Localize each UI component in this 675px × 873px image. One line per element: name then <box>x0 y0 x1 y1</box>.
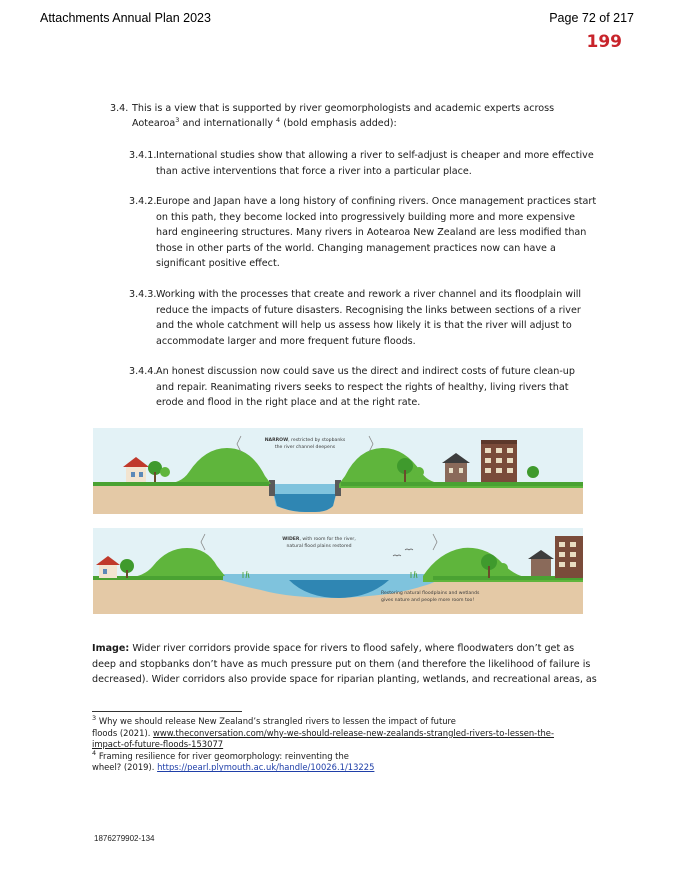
page-number: Page 72 of 217 <box>549 11 634 25</box>
footnote-3-source: floods (2021). <box>92 727 154 738</box>
footnote-4-line1 <box>92 748 592 763</box>
footnote-3-line3 <box>92 739 592 751</box>
footnote-3-link[interactable]: www.theconversation.com/why-we-should-release-new-zealands-strangled-rivers-to-lessen-the- <box>153 727 554 738</box>
footnote-3-mark: 3 <box>92 714 97 723</box>
subsection-line: Europe and Japan have a long history of confining rivers. Once management practices start <box>156 196 597 207</box>
footnote-4-link[interactable]: https://pearl.plymouth.ac.uk/handle/10026.1/13225 <box>157 762 375 773</box>
footnotes <box>92 716 592 774</box>
section-text-line1: This is a view that is supported by river geomorphologists and academic experts across <box>132 103 555 114</box>
footnote-ref-4[interactable]: 4 <box>276 115 281 124</box>
footnote-4-text: Framing resilience for river geomorphology: reinventing the <box>98 750 349 761</box>
caption-line3: decreased). Wider corridors also provide space for riparian planting, wetlands, and recreational areas, as <box>92 674 597 686</box>
subsection-line: An honest discussion now could save us the direct and indirect costs of future clean-up <box>156 366 575 377</box>
footnote-separator <box>92 711 242 712</box>
narrow-label-line2: the river channel deepens <box>274 445 336 450</box>
section-text-aotearoa: Aotearoa <box>132 118 176 129</box>
wider-river-panel <box>93 528 583 614</box>
caption-text-1: Wider river corridors provide space for rivers to flood safely, where floodwaters don’t get as <box>129 643 575 654</box>
footnote-3-line2 <box>92 728 592 740</box>
narrow-label-rest: , restricted by stopbanks <box>288 438 346 443</box>
image-caption <box>92 641 597 688</box>
wider-label-line2: natural flood plains restored <box>286 544 352 549</box>
page-stamp-number: 199 <box>586 32 622 52</box>
subsection-line: significant positive effect. <box>156 258 280 269</box>
subsection-line: reduce the impacts of future disasters. Recognising the links between sections of a river <box>156 304 581 316</box>
section-text-international: and internationally <box>179 118 277 129</box>
wider-label-bold: WIDER <box>282 537 300 542</box>
footnote-4-source: wheel? (2019). <box>92 762 158 773</box>
subsection-line: and repair. Reanimating rivers seeks to respect the rights of healthy, living rivers that <box>156 381 569 393</box>
subsection-line: accommodate larger and more frequent future floods. <box>156 335 416 347</box>
caption-label: Image: <box>92 643 130 654</box>
subsection-number: 3.4.1. <box>129 150 157 161</box>
caption-line2: deep and stopbanks don’t have as much pressure put on them (and therefore the likelihood of failure is <box>92 658 591 670</box>
document-id: 1876279902-134 <box>94 834 155 843</box>
footnote-ref-3[interactable]: 3 <box>175 115 180 124</box>
section-number: 3.4. <box>110 103 129 114</box>
subsection-line: Working with the processes that create and rework a river channel and its floodplain will <box>156 289 582 300</box>
subsection-number: 3.4.2. <box>129 196 157 207</box>
section-text-line2 <box>132 116 397 132</box>
subsection-line: those in other parts of the world. Changing management practices now can have a <box>156 242 556 254</box>
footnote-4-line2 <box>92 762 592 774</box>
wider-label <box>282 536 356 542</box>
document-title: Attachments Annual Plan 2023 <box>40 11 211 25</box>
section-text-emphasis: (bold emphasis added): <box>280 118 397 129</box>
subsection-line: on this path, they become locked into progressively building more and more expensive <box>156 211 576 223</box>
restore-label-line2: gives nature and people more room too! <box>381 598 475 603</box>
subsection-line: than active interventions that force a river into a particular place. <box>156 165 472 177</box>
subsection-line: International studies show that allowing a river to self-adjust is cheaper and more effective <box>156 150 594 161</box>
caption-line1 <box>92 641 584 657</box>
footnote-3-link-cont[interactable]: impact-of-future-floods-153077 <box>92 739 224 750</box>
footnote-4-mark: 4 <box>92 748 97 757</box>
subsection-number: 3.4.4. <box>129 366 157 377</box>
subsection-line: and the whole catchment will help us assess how likely it is that the river will adjust to <box>156 320 572 331</box>
footnote-3-line1 <box>92 716 592 728</box>
narrow-river-panel <box>93 428 583 514</box>
footnote-3-text: Why we should release New Zealand’s strangled rivers to lessen the impact of future <box>98 716 456 726</box>
narrow-label <box>265 437 346 443</box>
wider-label-rest: , with room for the river, <box>299 537 356 542</box>
subsection-line: erode and flood in the right place and at the right rate. <box>156 397 421 408</box>
restore-label-line1: Restoring natural floodplains and wetlands <box>381 591 480 596</box>
river-corridor-illustration <box>93 428 583 614</box>
narrow-label-bold: NARROW <box>264 438 289 443</box>
subsection-line: hard engineering structures. Many rivers in Aotearoa New Zealand are less modified than <box>156 227 587 238</box>
subsection-number: 3.4.3. <box>129 289 157 300</box>
